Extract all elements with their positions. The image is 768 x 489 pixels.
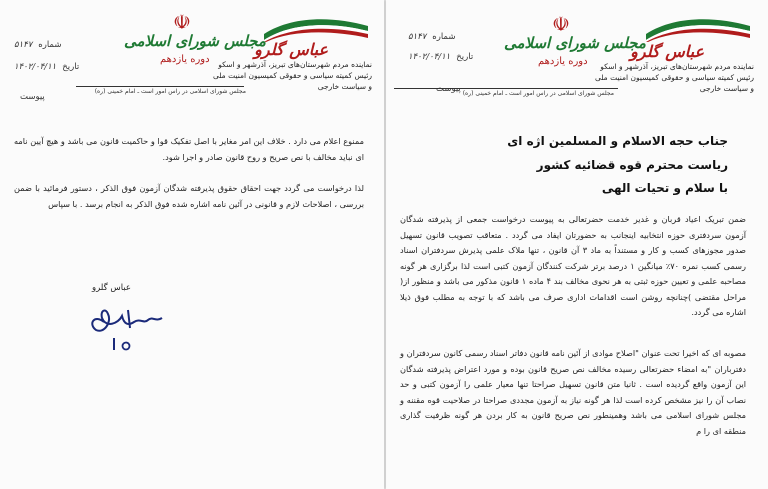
date-value: ۱۴۰۲/۰۴/۱۱	[14, 62, 57, 72]
body-paragraph: ممنوع اعلام می دارد . خلاف این امر مغایر با اصل تفکیک قوا و حاکمیت قانون می باشد و هیچ آیین نامه ای نباید مخالف با نص صریح و روح قانون صادر و اجرا شود.	[14, 136, 364, 162]
date-label: تاریخ	[62, 62, 80, 72]
letter-page-one	[386, 0, 768, 489]
recipient-title: ریاست محترم قوه قضائیه کشور	[536, 158, 728, 172]
letterhead	[386, 6, 768, 124]
date-label: تاریخ	[456, 52, 474, 62]
representative-name: عباس گلرو	[630, 42, 704, 61]
body-paragraph: ضمن تبریک اعیاد قربان و غدیر خدمت حضرتعالی به پیوست درخواست جمعی از پذیرفته شدگان آزمون سردفتری حوزه انتخابیه اینجانب به حضورتان ایفاد می گردد . متعاقب تصویب قانون تسهیل صدور مجوزهای کسب و کار و مستنداً به ماد ۳ آن قانون ، تنها ملاک علمی پذیرش سردفتران اسناد رسمی کسب نمره ۷۰٪ میانگین ۱ درصد برتر شرکت کنندگان آزمون کتبی است لذا برگزاری هر گونه مصاحبه علمی و تعیین حوزه ثبتی به هر نحوی مخالف بند ۴ ماده ۱ قانون مذکور می باشد و منظور از( مراحل مقتضی )چنانچه روشن است اقدامات اداری صرف می باشد که با توجه به مطلب فوق ذیلا اشاره می گردد.	[400, 214, 746, 317]
signer-name: عباس گلرو	[92, 283, 131, 293]
letterhead	[0, 6, 384, 124]
majlis-subtitle: دوره یازدهم	[160, 54, 210, 65]
letterhead-strip: مجلس شورای اسلامی در راس امور است ـ امام خمینی (ره)	[94, 88, 246, 95]
letter-attachment	[436, 84, 461, 94]
representative-title-line: نماینده مردم شهرستان‌های تبریز، آذرشهر و اسکو	[218, 60, 372, 69]
letterhead-divider	[394, 88, 618, 89]
greeting: با سلام و تحیات الهی	[601, 181, 728, 195]
signature-mark	[84, 294, 170, 354]
representative-title-line: و سیاست خارجی	[699, 84, 754, 93]
number-label: شماره	[432, 32, 456, 42]
letter-number	[408, 32, 455, 42]
representative-name: عباس گلرو	[254, 40, 328, 59]
representative-title-line: رئیس کمیته سیاسی و حقوقی کمیسیون امنیت ملی	[594, 73, 754, 82]
salutation: جناب حجه الاسلام و المسلمین اژه ای	[507, 134, 728, 148]
representative-title-line: و سیاست خارجی	[317, 82, 372, 91]
letter-attachment	[20, 92, 45, 102]
letter-date	[408, 52, 473, 62]
body-paragraph: مصوبه ای که اخیرا تحت عنوان "اصلاح موادی از آئین نامه قانون دفاتر اسناد رسمی کانون سردفتران و دفترباران "به امضاء حضرتعالی رسیده مخالف نص صریح قانون بوده و مورد اعتراض پذیرفته شدگان این آزمون واقع گردیده است . ثانیا متن قانون تسهیل صراحتا تنها معیار علمی را آزمون کتبی و حد نصاب آن را نیز مشخص کرده است لذا هر گونه نیاز به آزمون مجددی صراحتا در صلاحیت قوه مقننه و مجلس شورای اسلامی می باشد وهمینطور نص صریح قانون به کار بردن هر گونه ظرفیت گذاری منطقه ای را م	[400, 348, 746, 436]
representative-title-line: رئیس کمیته سیاسی و حقوقی کمیسیون امنیت ملی	[212, 71, 372, 80]
letterhead-divider	[76, 86, 244, 87]
flag-ribbon-icon	[262, 14, 370, 42]
number-label: شماره	[38, 40, 62, 50]
majlis-subtitle: دوره یازدهم	[538, 56, 588, 67]
attachment-label: پیوست	[436, 84, 461, 94]
date-value: ۱۴۰۲/۰۴/۱۱	[408, 52, 451, 62]
letterhead-strip: مجلس شورای اسلامی در راس امور است ـ امام خمینی (ره)	[462, 90, 614, 97]
flag-ribbon-icon	[644, 14, 752, 42]
iran-emblem-icon: ☫	[552, 12, 570, 36]
body-paragraph: لذا درخواست می گردد جهت احقاق حقوق پذیرفته شدگان آزمون فوق الذکر ، دستور فرمائید با ضمن بررسی ، اصلاحات لازم و قانونی در آئین نامه اشاره شده فوق الذکر به انجام برسد . با سپاس	[14, 183, 364, 209]
letter-number	[14, 40, 61, 50]
number-value: ۵۱۴۷	[14, 40, 33, 50]
majlis-title: مجلس شورای اسلامی	[124, 32, 266, 50]
representative-title-line: نماینده مردم شهرستان‌های تبریز، آذرشهر و اسکو	[600, 62, 754, 71]
attachment-label: پیوست	[20, 92, 45, 102]
iran-emblem-icon: ☫	[173, 10, 191, 34]
letter-date	[14, 62, 79, 72]
number-value: ۵۱۴۷	[408, 32, 427, 42]
majlis-title: مجلس شورای اسلامی	[504, 34, 646, 52]
